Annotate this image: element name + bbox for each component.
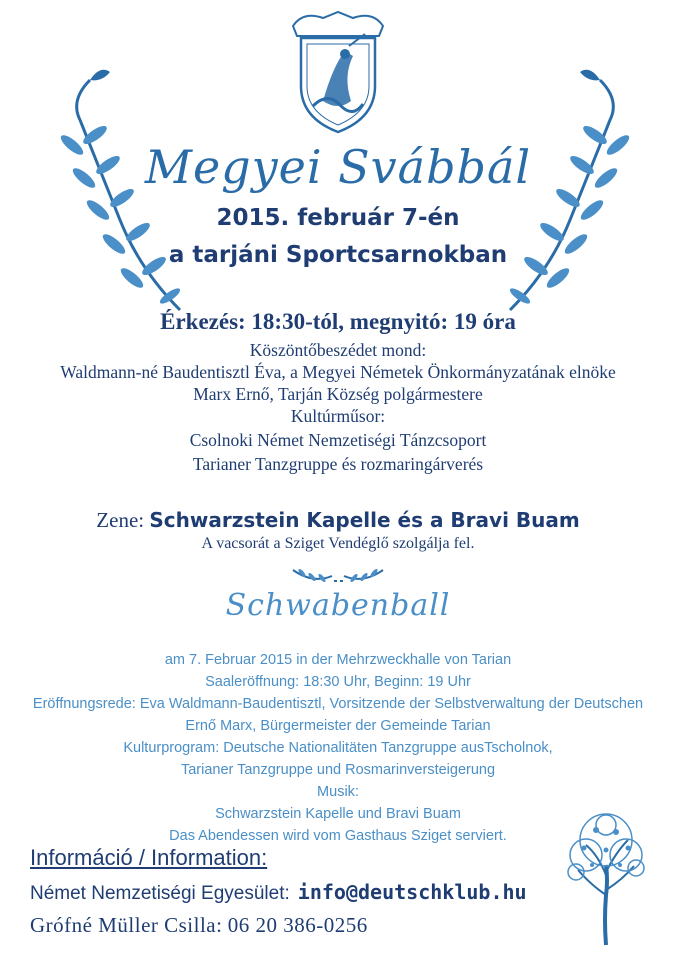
dinner-note: A vacsorát a Sziget Vendéglő szolgálja fel. (201, 535, 475, 552)
german-line: Tarianer Tanzgruppe und Rosmarinversteigerung (180, 762, 496, 778)
email-link[interactable]: info@deutschklub.hu (297, 880, 527, 904)
program-line: Csolnoki Német Nemzetiségi Tánzcsoport (189, 430, 487, 450)
music-line (0, 508, 676, 533)
german-line: Schwarzstein Kapelle und Bravi Buam (215, 806, 461, 822)
event-date: 2015. február 7-én (216, 205, 460, 231)
german-line: Musik: (317, 784, 359, 800)
contact-name: Grófné Müller Csilla: (30, 913, 223, 937)
decorative-tree-icon (556, 810, 656, 950)
program-line: Waldmann-né Baudentisztl Éva, a Megyei Németek Önkormányzatának elnöke (60, 362, 616, 382)
title-german: Schwabenball (225, 588, 451, 623)
music-bands: Schwarzstein Kapelle és a Bravi Buam (149, 508, 580, 532)
german-line: Ernő Marx, Bürgermeister der Gemeinde Tarian (185, 718, 491, 734)
phone-number[interactable]: 06 20 386-0256 (227, 913, 368, 937)
program-line: Marx Ernő, Tarján Község polgármestere (193, 384, 483, 404)
program-line: Kultúrműsor: (290, 406, 386, 426)
coat-of-arms-icon (283, 6, 393, 136)
program-line: Tarianer Tanzgruppe és rozmaringárverés (192, 454, 484, 474)
event-place: a tarjáni Sportcsarnokban (168, 242, 508, 268)
leaf-divider-icon (288, 562, 388, 588)
info-heading: Információ / Information: (30, 845, 268, 870)
info-contact-row (30, 913, 368, 938)
german-line: Eröffnungsrede: Eva Waldmann-Baudentisztl, Vorsitzende der Selbstverwaltung der Deutschen (32, 696, 644, 712)
info-org-row (30, 880, 527, 905)
german-line: am 7. Februar 2015 in der Mehrzweckhalle von Tarian (164, 652, 512, 668)
german-line: Saaleröffnung: 18:30 Uhr, Beginn: 19 Uhr (205, 674, 471, 690)
arrival-time: Érkezés: 18:30-tól, megnyitó: 19 óra (160, 309, 516, 334)
program-line: Köszöntőbeszédet mond: (249, 340, 427, 360)
music-label: Zene: (96, 508, 145, 532)
title-hungarian: Megyei Svábbál (144, 140, 532, 194)
german-line: Kulturprogram: Deutsche Nationalitäten Tanzgruppe ausTscholnok, (123, 740, 553, 756)
org-label: Német Nemzetiségi Egyesület: (30, 883, 290, 904)
german-line: Das Abendessen wird vom Gasthaus Sziget serviert. (169, 828, 507, 844)
